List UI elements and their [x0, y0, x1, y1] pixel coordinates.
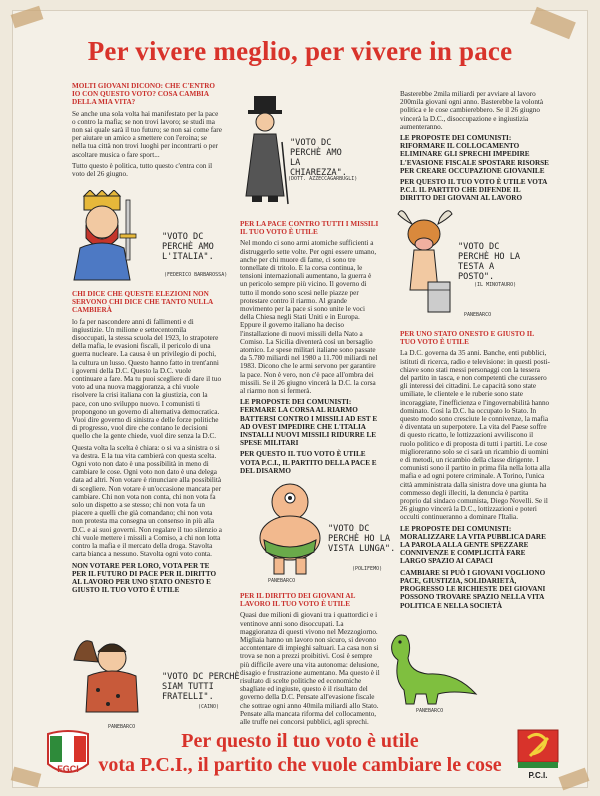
- minotauro-speech: "VOTO DC PERCHÈ HO LA TESTA A POSTO".: [458, 242, 521, 282]
- polifemo-signature: (POLIFEMO): [352, 566, 383, 572]
- col2-heading-2: LE PROPOSTE DEI COMUNISTI: FERMARE LA CORSA AL RIARMO BATTERSI CONTRO I MISSILI AD EST E AD OVEST IMPEDIRE CHE L'ITALIA INSTALLI NUOVI MISSILI RIDURRE LE SPESE MILITARI: [240, 398, 378, 448]
- col1-heading-2: CHI DICE CHE QUESTE ELEZIONI NON SERVONO CHI DICE CHE TANTO NULLA CAMBIERÀ: [72, 290, 213, 315]
- poster-title: Per vivere meglio, per vivere in pace: [87, 36, 513, 66]
- polifemo-illustration: [252, 480, 328, 576]
- col1-para-3: lo fa per nascondere anni di fallimenti e di ingiustizie. Un milione e settecentomila disoccupati, la stessa scuola del 1923, lo strapotere della mafia, le evasioni fiscali, il pericolo di una guerra nucleare. La causa è un privilegio di pochi, la cultura un lusso. Questo hanno fatto in trent'anni i governi della D.C. Questo la D.C. vuole continuare a fare. Ma tu puoi scegliere di dare il tuo voto ad una nuova maggioranza, a chi vuole risolvere la crisi italiana con la giustizia, con la pace, con uno sviluppo nuovo. I comunisti ti propongono un governo di alternativa democratica. Vuoi dire governo di sinistra e delle forze politiche di progresso, vuol dire che contano le decisioni quello che la gente chiede, vuol dire senza la D.C.: [72, 317, 222, 441]
- artist-signature-dinosaur: PANEBARCO: [416, 708, 444, 714]
- azzeccagarbugli-signature: (DOTT. AZZECCAGARBUGLI): [288, 176, 358, 182]
- barbarossa-signature: (FEDERICO BARBAROSSA): [164, 272, 228, 278]
- col1-elections: [72, 290, 222, 597]
- fgci-logo-text: FGCI: [57, 764, 79, 774]
- col3-para-2: La D.C. governa da 35 anni. Banche, enti pubblici, istituti di ricerca, radio e televisione: in questi posti-chiave sono stati messi personaggi con la tessera del partito in tasca, e non competenti che curassero gli interessi dei cittadini. Le capacità sono state umiliate, le clientele e le ruberie sono state incoraggiate, l'inefficienza e l'ingovernabilità hanno dominato. Così la D.C. ha occupato lo Stato. In questo modo sono cresciute le connivenze, la mafia è diventata un superpotere. La vita del Paese soffre di questo ricatto, le lottizzazioni avviliscono il ruolo politico e di proposta di tutti i partiti. Le cose miglioreranno solo se ci sarà un ricambio di uomini e di metodi, un ricambio della classe dirigente. I comunisti sono il partito in prima fila nella lotta alla mafia e ad ogni potere criminale. A Torino, l'unica città amministrata dalla sinistra dove una giunta ha commesso degli illeciti, la denuncia è partita proprio dal sindaco comunista, Diego Novelli. Se il 26 giugno vincerà la D.C., lottizzazioni e poteri occulti continueranno a dominare l'Italia.: [400, 349, 550, 522]
- azzeccagarbugli-illustration: [240, 94, 290, 212]
- col3-heading-1: LE PROPOSTE DEI COMUNISTI: RIFORMARE IL COLLOCAMENTO ELIMINARE GLI SPRECHI IMPEDIRE L'EVASIONE FISCALE SPOSTARE RISORSE PER CREARE OCCUPAZIONE GIOVANILE: [400, 134, 549, 175]
- tape-top-right: [530, 7, 576, 39]
- col3-heading-5: CAMBIARE SI PUÒ I GIOVANI VOGLIONO PACE, GIUSTIZIA, SOLIDARIETÀ, PROGRESSO LE RICHIESTE DEI GIOVANI POSSONO TROVARE SPAZIO NELLA VITA POLITICA E NELLA SOCIETÀ: [400, 568, 546, 610]
- caino-speech: "VOTO DC PERCHÈ SIAM TUTTI FRATELLI".: [162, 672, 240, 702]
- col3-heading-3: PER UNO STATO ONESTO E GIUSTO IL TUO VOTO È UTILE: [400, 330, 534, 347]
- poster: [12, 10, 588, 788]
- col3-heading-4: LE PROPOSTE DEI COMUNISTI: MORALIZZARE LA VITA PUBBLICA DARE LA PAROLA ALLA GENTE SPEZZARE CONNIVENZE E COMPLICITÀ FARE LARGO SPAZIO AI CAPACI: [400, 524, 546, 566]
- col2-heading-4: PER IL DIRITTO DEI GIOVANI AL LAVORO IL TUO VOTO È UTILE: [240, 592, 355, 609]
- col1-intro: [72, 82, 222, 181]
- tape-top-left: [11, 6, 44, 29]
- barbarossa-speech: "VOTO DC PERCHÈ AMO L'ITALIA".: [162, 232, 214, 262]
- col3-heading-2: PER QUESTO IL TUO VOTO È UTILE VOTA P.C.I. IL PARTITO CHE DIFENDE IL DIRITTO DEI GIOVANI AL LAVORO: [400, 178, 547, 203]
- col2-work: [240, 592, 380, 729]
- col1-heading-3: NON VOTARE PER LORO, VOTA PER TE PER IL FUTURO DI PACE PER IL DIRITTO AL LAVORO PER UNO STATO ONESTO E GIUSTO IL TUO VOTO È UTILE: [72, 561, 217, 595]
- col3-para-1: Basterebbe 2mila miliardi per avviare al lavoro 200mila giovani ogni anno. Basterebbe la volontà politica e le cose cambierebbero. Se il 26 giugno vincerà la D.C., disoccupazione e ingiustizia aumenteranno.: [400, 90, 544, 131]
- artist-signature-polifemo: PANEBARCO: [268, 578, 296, 584]
- barbarossa-illustration: [70, 190, 160, 282]
- col3-state: [400, 330, 550, 613]
- pci-logo-text: P.C.I.: [528, 771, 548, 780]
- col1-para-1: Se anche una sola volta hai manifestato per la pace o contro la mafia; se non trovi lavoro; se studi ma non sai quale sarà il tuo futuro; se non sai come fare per aiutare un amico a smettere con l'eroina; se nella tua città non trovi luoghi per incontrarti o per ascoltare musica o fare sport...: [72, 109, 222, 159]
- minotauro-signature: (IL MINOTAURO): [474, 282, 517, 288]
- dinosaur-illustration: [386, 628, 482, 706]
- footer-line-2: vota P.C.I., il partito che vuole cambiare le cose: [98, 754, 502, 776]
- minotauro-illustration: [394, 206, 458, 318]
- col1-para-2: Tutto questo è politica, tutto questo c'entra con il voto del 26 giugno.: [72, 161, 213, 179]
- col2-para-2: Quasi due milioni di giovani tra i quattordici e i ventinove anni sono disoccupati. La maggioranza di questi vivono nel Mezzogiorno. Migliaia hanno un lavoro non sicuro, si devono accontentare di impieghi saltuari. La casa non si trova se non a prezzi proibitivi. Così è sempre più difficile avere una vita autonoma: delusione, disagio e frustrazione aumentano. Ma questo è il risultato di scelte politiche ed economiche sbagliate ed ingiuste, questo è il risultato del governo della D.C. Pensate all'evasione fiscale che sottrae ogni anno 40mila miliardi allo Stato. Pensate alla mancata riforma del collocamento, alle truffe nei concorsi pubblici, agli sprechi.: [240, 611, 380, 727]
- col1-heading-1: MOLTI GIOVANI DICONO: CHE C'ENTRO IO CON QUESTO VOTO? COSA CAMBIA DELLA MIA VITA?: [72, 82, 215, 107]
- polifemo-speech: "VOTO DC PERCHÈ HO LA VISTA LUNGA".: [328, 524, 396, 554]
- azzeccagarbugli-speech: "VOTO DC PERCHÈ AMO LA CHIAREZZA".: [290, 138, 347, 178]
- caino-signature: (CAINO): [198, 704, 220, 710]
- artist-signature-minotauro: PANEBARCO: [464, 312, 492, 318]
- col2-para-1: Nel mondo ci sono armi atomiche sufficienti a distruggerlo sette volte. Per ogni essere umano, anche per chi muore di fame, ci sono tre tonnellate di tritolo. E la corsa continua, le tensioni internazionali aumentano, la guerra è un pericolo sempre più vicino. Il governo di tutto il mondo sono scesi nelle piazze per protestare contro il riarmo. Al grande movimento per la pace si sono unite le voci della Chiesa negli Stati Uniti e in Europa. Eppure il governo italiano ha deciso l'installazione di nuovi missili della Nato a Comiso. La Sicilia diventerà così un bersaglio atomico. Le spese militari italiane sono passate da 5.780 miliardi nel 1980 a 11.700 miliardi nel 1983. Dicono che le armi servono per garantire la pace. Non è vero, non c'è pace all'ombra dei missili. Se il 26 giugno vincerà la D.C. la corsa al riarmo non si fermerà.: [240, 239, 378, 396]
- footer-line-1: Per questo il tuo voto è utile: [181, 730, 419, 752]
- caino-illustration: [68, 632, 158, 716]
- col2-peace: [240, 220, 380, 478]
- col2-heading-3: PER QUESTO IL TUO VOTO È UTILE VOTA P.C.I., IL PARTITO DELLA PACE E DEL DISARMO: [240, 450, 377, 475]
- col1-para-4: Questa volta la scelta è chiara: o si va a sinistra o si va destra. E la tua vita cambierà con questa scelta. Ogni voto non dato è una possibilità in meno di cambiare le cose. Ogni voto non dato è una delega data ad altri. Non votare è rinunciare alla possibilità di scegliere. Non votare è un'occasione mancata per cambiare. Chi non vota non conta, chi non vota fa solo un dispetto a se stesso; chi non vota fa un piacere a quelli che già comandano; chi non vota non protesta ma consegna un consenso in più alla D.C. e ai suoi governi. Non regalare il tuo silenzio a chi vuole mettere i missili a Comiso, a chi non lotta contro la mafia e il mercato della droga. Stavolta carta bianca a nessuno. Stavolta ogni voto conta.: [72, 443, 222, 559]
- col2-heading-1: PER LA PACE CONTRO TUTTI I MISSILI IL TUO VOTO È UTILE: [240, 220, 379, 237]
- artist-signature-caino: PANEBARCO: [108, 724, 136, 730]
- col3-work-cont: [400, 90, 550, 206]
